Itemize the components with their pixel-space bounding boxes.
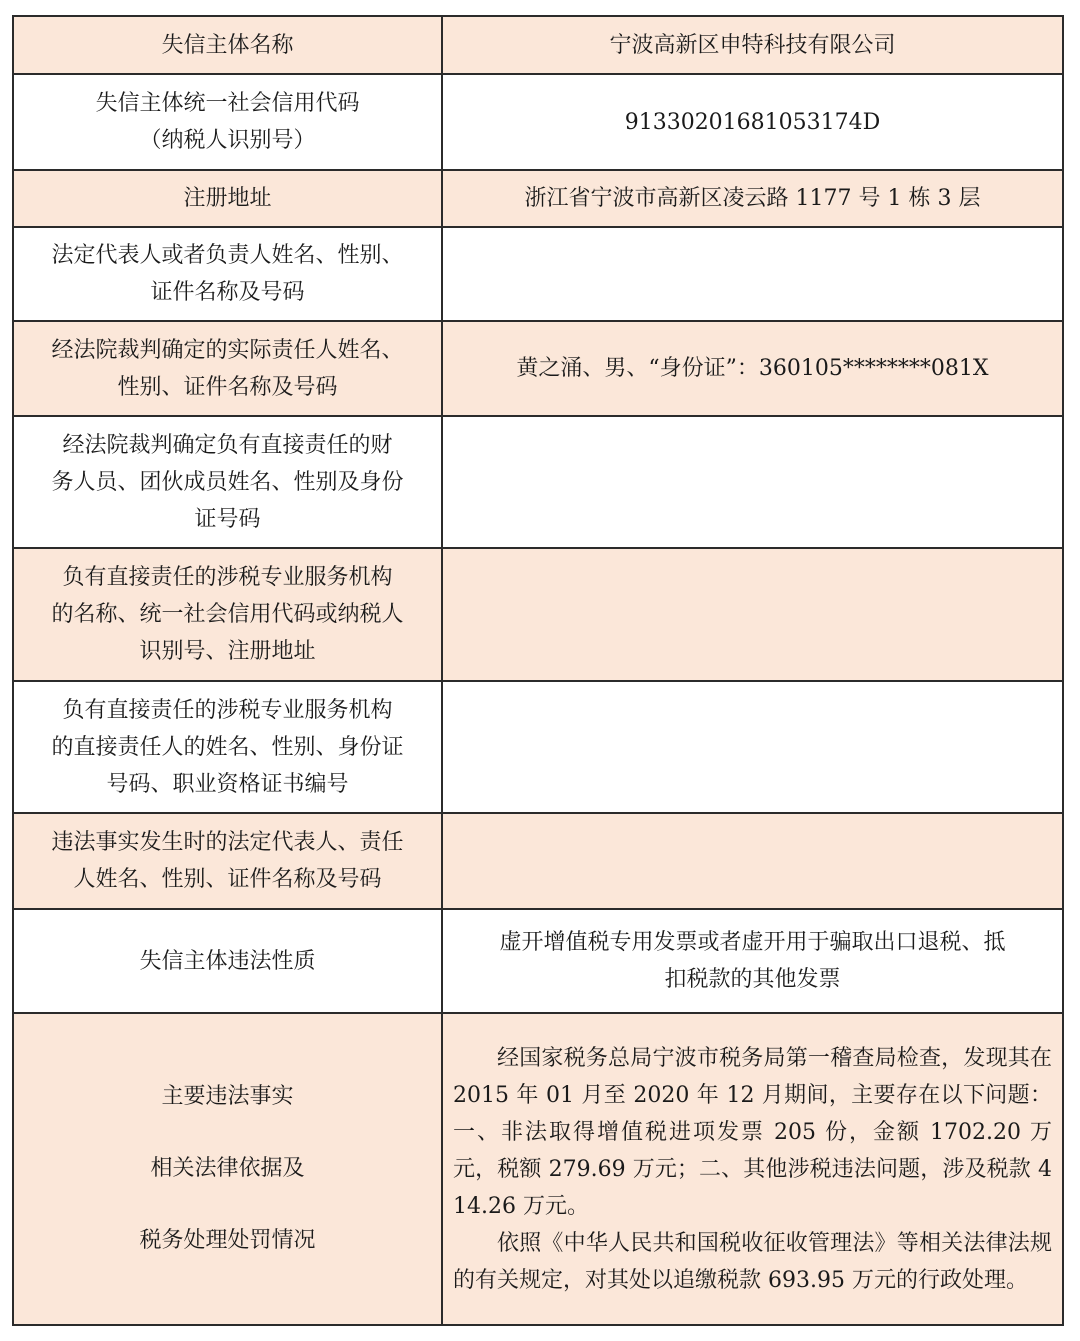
table-row bbox=[13, 170, 1063, 227]
table-row bbox=[13, 909, 1063, 1013]
table-row bbox=[13, 321, 1063, 416]
violation-facts bbox=[442, 1013, 1063, 1325]
table-row bbox=[13, 227, 1063, 321]
row-label: 负有直接责任的涉税专业服务机构 的名称、统一社会信用代码或纳税人 识别号、注册地址 bbox=[13, 548, 442, 681]
row-value: 91330201681053174D bbox=[442, 74, 1063, 170]
row-value bbox=[442, 227, 1063, 321]
table-row bbox=[13, 416, 1063, 548]
row-value: 虚开增值税专用发票或者虚开用于骗取出口退税、抵 扣税款的其他发票 bbox=[442, 909, 1063, 1013]
row-value bbox=[442, 548, 1063, 681]
row-label: 负有直接责任的涉税专业服务机构 的直接责任人的姓名、性别、身份证 号码、职业资格证书编号 bbox=[13, 681, 442, 813]
row-value bbox=[442, 681, 1063, 813]
table-row bbox=[13, 74, 1063, 170]
row-label: 主要违法事实 相关法律依据及 税务处理处罚情况 bbox=[13, 1013, 442, 1325]
row-label: 违法事实发生时的法定代表人、责任 人姓名、性别、证件名称及号码 bbox=[13, 813, 442, 909]
row-label: 失信主体违法性质 bbox=[13, 909, 442, 1013]
table-row bbox=[13, 548, 1063, 681]
handling-paragraph: 依照《中华人民共和国税收征收管理法》等相关法律法规的有关规定，对其处以追缴税款 693.95 万元的行政处理。 bbox=[453, 1230, 1052, 1293]
row-value bbox=[442, 416, 1063, 548]
row-label: 法定代表人或者负责人姓名、性别、 证件名称及号码 bbox=[13, 227, 442, 321]
table-row bbox=[13, 681, 1063, 813]
facts-paragraph: 经国家税务总局宁波市税务局第一稽查局检查，发现其在 2015 年 01 月至 2020 年 12 月期间，主要存在以下问题：一、非法取得增值税进项发票 205 份，金额 1702.20 万元，税额 279.69 万元；二、其他涉税违法问题，涉及税款 414.26 万元。 bbox=[453, 1045, 1052, 1219]
row-value: 宁波高新区申特科技有限公司 bbox=[442, 16, 1063, 74]
row-value: 黄之涌、男、“身份证”：360105********081X bbox=[442, 321, 1063, 416]
row-label: 失信主体名称 bbox=[13, 16, 442, 74]
table-row bbox=[13, 1013, 1063, 1325]
row-label: 失信主体统一社会信用代码 （纳税人识别号） bbox=[13, 74, 442, 170]
row-label: 经法院裁判确定负有直接责任的财 务人员、团伙成员姓名、性别及身份 证号码 bbox=[13, 416, 442, 548]
row-value bbox=[442, 813, 1063, 909]
table-row bbox=[13, 813, 1063, 909]
table-row bbox=[13, 16, 1063, 74]
row-value: 浙江省宁波市高新区凌云路 1177 号 1 栋 3 层 bbox=[442, 170, 1063, 227]
row-label: 注册地址 bbox=[13, 170, 442, 227]
credit-info-table bbox=[12, 15, 1064, 1326]
row-label: 经法院裁判确定的实际责任人姓名、 性别、证件名称及号码 bbox=[13, 321, 442, 416]
